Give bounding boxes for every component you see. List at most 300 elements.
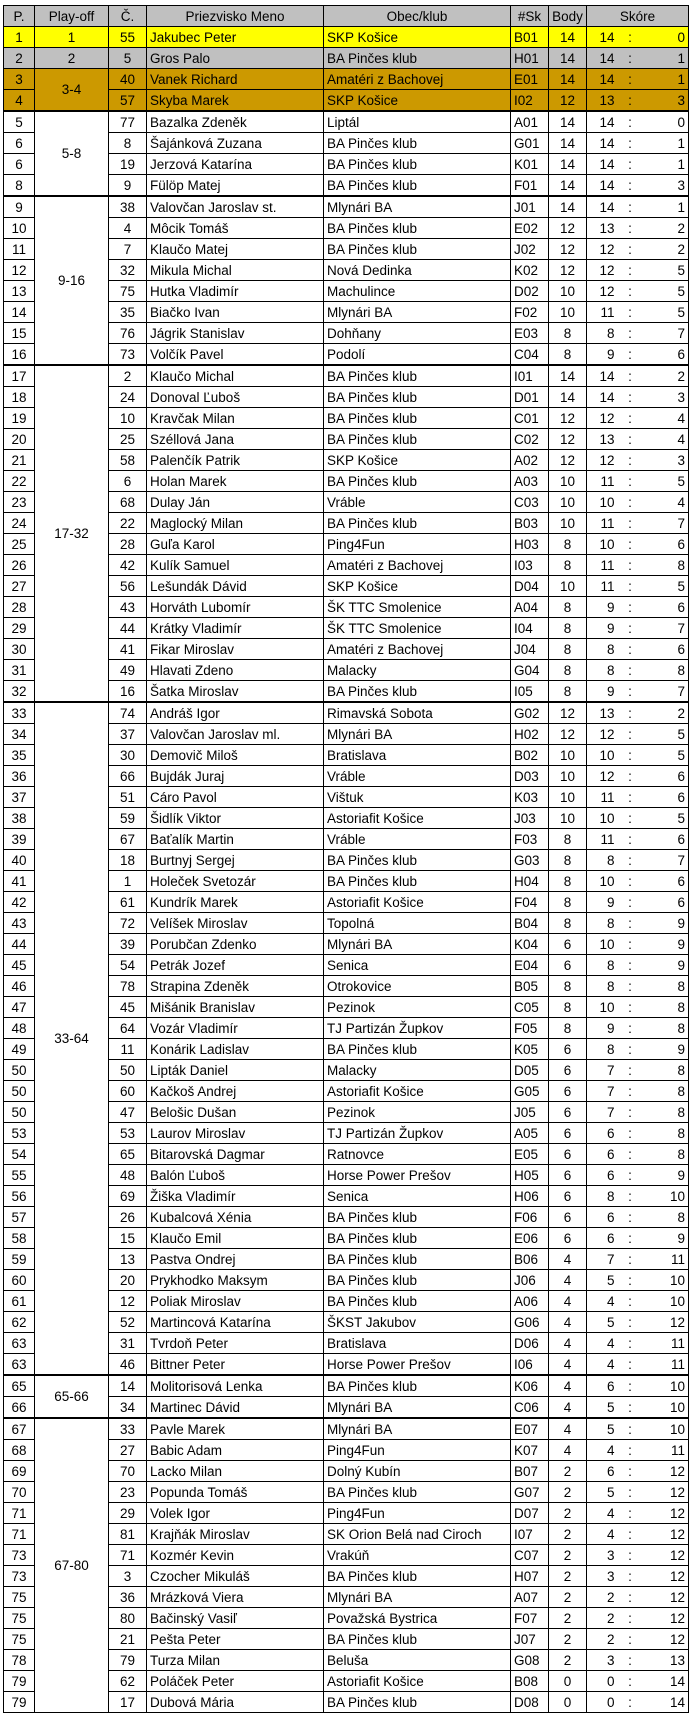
cell-score-right: 7 — [643, 618, 689, 639]
cell-position: 5 — [4, 111, 35, 133]
cell-score-right: 11 — [643, 1440, 689, 1461]
cell-score-right: 6 — [643, 597, 689, 618]
cell-sk: J07 — [511, 1629, 549, 1650]
cell-sk: F07 — [511, 1608, 549, 1629]
cell-score-colon: : — [618, 1375, 643, 1397]
cell-sk: D01 — [511, 387, 549, 408]
cell-position: 67 — [4, 1418, 35, 1440]
cell-club: Beluša — [324, 1650, 511, 1671]
cell-playoff: 3-4 — [35, 69, 109, 112]
cell-score-right: 12 — [643, 1482, 689, 1503]
cell-score-colon: : — [618, 1440, 643, 1461]
cell-body: 6 — [549, 1102, 587, 1123]
cell-score-right: 10 — [643, 1418, 689, 1440]
cell-score-colon: : — [618, 1039, 643, 1060]
cell-score-left: 14 — [587, 196, 618, 218]
cell-number: 8 — [109, 133, 147, 154]
cell-body: 6 — [549, 1060, 587, 1081]
cell-sk: K06 — [511, 1375, 549, 1397]
cell-body: 14 — [549, 69, 587, 90]
cell-score-colon: : — [618, 344, 643, 366]
cell-score-right: 8 — [643, 997, 689, 1018]
cell-body: 0 — [549, 1692, 587, 1713]
cell-position: 75 — [4, 1608, 35, 1629]
cell-score-left: 14 — [587, 387, 618, 408]
cell-position: 71 — [4, 1524, 35, 1545]
cell-score-left: 3 — [587, 1650, 618, 1671]
cell-score-right: 2 — [643, 365, 689, 387]
cell-score-left: 14 — [587, 48, 618, 69]
cell-number: 1 — [109, 871, 147, 892]
cell-body: 6 — [549, 1207, 587, 1228]
cell-score-colon: : — [618, 871, 643, 892]
cell-number: 60 — [109, 1081, 147, 1102]
cell-sk: A03 — [511, 471, 549, 492]
cell-club: Rimavská Sobota — [324, 702, 511, 724]
cell-name: Kubalcová Xénia — [147, 1207, 324, 1228]
cell-score-right: 12 — [643, 1461, 689, 1482]
cell-name: Horváth Lubomír — [147, 597, 324, 618]
cell-score-colon: : — [618, 618, 643, 639]
cell-sk: A04 — [511, 597, 549, 618]
table-row — [4, 1418, 689, 1440]
cell-sk: G07 — [511, 1482, 549, 1503]
cell-club: ŠK TTC Smolenice — [324, 618, 511, 639]
cell-body: 14 — [549, 175, 587, 197]
cell-score-colon: : — [618, 534, 643, 555]
cell-body: 8 — [549, 323, 587, 344]
cell-number: 54 — [109, 955, 147, 976]
cell-sk: E04 — [511, 955, 549, 976]
cell-body: 8 — [549, 344, 587, 366]
header-playoff: Play-off — [35, 6, 109, 27]
cell-score-right: 8 — [643, 660, 689, 681]
cell-body: 10 — [549, 745, 587, 766]
cell-club: Astoriafit Košice — [324, 808, 511, 829]
cell-number: 48 — [109, 1165, 147, 1186]
cell-name: Krátky Vladimír — [147, 618, 324, 639]
cell-body: 0 — [549, 1671, 587, 1692]
cell-number: 5 — [109, 48, 147, 69]
cell-body: 8 — [549, 829, 587, 850]
cell-score-right: 12 — [643, 1524, 689, 1545]
cell-club: BA Pinčes klub — [324, 871, 511, 892]
cell-position: 24 — [4, 513, 35, 534]
cell-score-left: 14 — [587, 365, 618, 387]
cell-name: Hlavati Zdeno — [147, 660, 324, 681]
cell-score-colon: : — [618, 1650, 643, 1671]
cell-sk: F02 — [511, 302, 549, 323]
cell-body: 14 — [549, 365, 587, 387]
cell-club: Otrokovice — [324, 976, 511, 997]
cell-score-left: 8 — [587, 976, 618, 997]
cell-sk: F05 — [511, 1018, 549, 1039]
cell-score-colon: : — [618, 408, 643, 429]
cell-position: 56 — [4, 1186, 35, 1207]
cell-score-left: 7 — [587, 1102, 618, 1123]
cell-club: TJ Partizán Župkov — [324, 1018, 511, 1039]
cell-score-left: 0 — [587, 1671, 618, 1692]
cell-score-right: 12 — [643, 1608, 689, 1629]
cell-body: 14 — [549, 48, 587, 69]
cell-score-left: 5 — [587, 1482, 618, 1503]
cell-club: Mlynári BA — [324, 196, 511, 218]
cell-score-right: 9 — [643, 1165, 689, 1186]
cell-sk: C06 — [511, 1397, 549, 1419]
cell-name: Donoval Ľuboš — [147, 387, 324, 408]
cell-name: Palenčík Patrik — [147, 450, 324, 471]
cell-score-colon: : — [618, 513, 643, 534]
cell-number: 59 — [109, 808, 147, 829]
cell-position: 13 — [4, 281, 35, 302]
cell-score-colon: : — [618, 1461, 643, 1482]
cell-position: 50 — [4, 1060, 35, 1081]
cell-club: SKP Košice — [324, 450, 511, 471]
cell-score-colon: : — [618, 27, 643, 48]
cell-position: 16 — [4, 344, 35, 366]
cell-body: 6 — [549, 1144, 587, 1165]
header-body: Body — [549, 6, 587, 27]
cell-score-left: 8 — [587, 639, 618, 660]
cell-sk: G06 — [511, 1312, 549, 1333]
cell-score-left: 4 — [587, 1354, 618, 1376]
cell-number: 69 — [109, 1186, 147, 1207]
cell-score-right: 7 — [643, 513, 689, 534]
cell-score-right: 1 — [643, 133, 689, 154]
cell-name: Mrázková Viera — [147, 1587, 324, 1608]
cell-number: 23 — [109, 1482, 147, 1503]
cell-score-colon: : — [618, 239, 643, 260]
cell-name: Martincová Katarína — [147, 1312, 324, 1333]
cell-score-right: 5 — [643, 260, 689, 281]
cell-score-right: 12 — [643, 1566, 689, 1587]
cell-score-right: 10 — [643, 1270, 689, 1291]
cell-name: Poliak Miroslav — [147, 1291, 324, 1312]
cell-score-colon: : — [618, 1312, 643, 1333]
cell-score-left: 12 — [587, 766, 618, 787]
cell-position: 32 — [4, 681, 35, 703]
cell-score-colon: : — [618, 702, 643, 724]
cell-number: 19 — [109, 154, 147, 175]
cell-number: 30 — [109, 745, 147, 766]
cell-score-left: 10 — [587, 534, 618, 555]
cell-score-colon: : — [618, 48, 643, 69]
cell-position: 20 — [4, 429, 35, 450]
cell-score-right: 1 — [643, 154, 689, 175]
cell-score-right: 10 — [643, 1291, 689, 1312]
cell-body: 4 — [549, 1397, 587, 1419]
cell-score-left: 14 — [587, 69, 618, 90]
cell-score-colon: : — [618, 724, 643, 745]
cell-number: 56 — [109, 576, 147, 597]
cell-club: Amatéri z Bachovej — [324, 555, 511, 576]
cell-score-colon: : — [618, 892, 643, 913]
cell-score-colon: : — [618, 218, 643, 239]
cell-sk: K04 — [511, 934, 549, 955]
cell-club: Považská Bystrica — [324, 1608, 511, 1629]
cell-club: BA Pinčes klub — [324, 365, 511, 387]
cell-sk: D06 — [511, 1333, 549, 1354]
cell-body: 2 — [549, 1650, 587, 1671]
cell-sk: G04 — [511, 660, 549, 681]
cell-name: Kačkoš Andrej — [147, 1081, 324, 1102]
cell-number: 24 — [109, 387, 147, 408]
cell-name: Kulík Samuel — [147, 555, 324, 576]
cell-name: Šatka Miroslav — [147, 681, 324, 703]
cell-score-left: 4 — [587, 1333, 618, 1354]
header-p: P. — [4, 6, 35, 27]
cell-sk: A07 — [511, 1587, 549, 1608]
cell-name: Bitarovská Dagmar — [147, 1144, 324, 1165]
cell-score-colon: : — [618, 1524, 643, 1545]
cell-position: 10 — [4, 218, 35, 239]
cell-body: 14 — [549, 196, 587, 218]
cell-position: 78 — [4, 1650, 35, 1671]
cell-score-left: 10 — [587, 745, 618, 766]
cell-number: 78 — [109, 976, 147, 997]
cell-position: 73 — [4, 1566, 35, 1587]
cell-body: 8 — [549, 997, 587, 1018]
cell-sk: F03 — [511, 829, 549, 850]
cell-score-colon: : — [618, 576, 643, 597]
cell-number: 32 — [109, 260, 147, 281]
cell-club: BA Pinčes klub — [324, 429, 511, 450]
cell-score-left: 9 — [587, 681, 618, 703]
cell-position: 69 — [4, 1461, 35, 1482]
cell-score-colon: : — [618, 1207, 643, 1228]
cell-position: 39 — [4, 829, 35, 850]
cell-club: Dolný Kubín — [324, 1461, 511, 1482]
cell-body: 6 — [549, 1123, 587, 1144]
cell-club: BA Pinčes klub — [324, 471, 511, 492]
cell-position: 33 — [4, 702, 35, 724]
cell-name: Demovič Miloš — [147, 745, 324, 766]
cell-name: Žiška Vladimír — [147, 1186, 324, 1207]
cell-name: Valovčan Jaroslav ml. — [147, 724, 324, 745]
cell-body: 2 — [549, 1503, 587, 1524]
cell-score-colon: : — [618, 1692, 643, 1713]
cell-number: 40 — [109, 69, 147, 90]
cell-body: 8 — [549, 618, 587, 639]
cell-score-colon: : — [618, 829, 643, 850]
cell-name: Kozmér Kevin — [147, 1545, 324, 1566]
cell-position: 15 — [4, 323, 35, 344]
header-row — [4, 6, 689, 27]
cell-sk: C04 — [511, 344, 549, 366]
cell-score-left: 8 — [587, 660, 618, 681]
cell-body: 8 — [549, 681, 587, 703]
cell-position: 44 — [4, 934, 35, 955]
cell-score-colon: : — [618, 745, 643, 766]
cell-body: 4 — [549, 1333, 587, 1354]
cell-number: 65 — [109, 1144, 147, 1165]
cell-position: 9 — [4, 196, 35, 218]
cell-number: 37 — [109, 724, 147, 745]
cell-number: 53 — [109, 1123, 147, 1144]
cell-score-right: 12 — [643, 1629, 689, 1650]
cell-score-right: 6 — [643, 639, 689, 660]
table-row — [4, 365, 689, 387]
cell-score-right: 8 — [643, 1207, 689, 1228]
cell-score-colon: : — [618, 787, 643, 808]
cell-position: 71 — [4, 1503, 35, 1524]
cell-name: Gros Palo — [147, 48, 324, 69]
cell-score-left: 4 — [587, 1503, 618, 1524]
cell-sk: E03 — [511, 323, 549, 344]
cell-position: 53 — [4, 1123, 35, 1144]
cell-position: 55 — [4, 1165, 35, 1186]
cell-score-right: 8 — [643, 555, 689, 576]
cell-score-right: 6 — [643, 766, 689, 787]
cell-score-left: 11 — [587, 471, 618, 492]
cell-score-left: 4 — [587, 1440, 618, 1461]
cell-name: Pavle Marek — [147, 1418, 324, 1440]
cell-position: 63 — [4, 1333, 35, 1354]
cell-score-right: 8 — [643, 976, 689, 997]
cell-score-left: 12 — [587, 408, 618, 429]
cell-number: 9 — [109, 175, 147, 197]
cell-position: 11 — [4, 239, 35, 260]
cell-name: Turza Milan — [147, 1650, 324, 1671]
cell-body: 8 — [549, 850, 587, 871]
cell-club: Horse Power Prešov — [324, 1354, 511, 1376]
cell-position: 63 — [4, 1354, 35, 1376]
cell-score-colon: : — [618, 1397, 643, 1419]
cell-name: Molitorisová Lenka — [147, 1375, 324, 1397]
cell-club: Malacky — [324, 1060, 511, 1081]
cell-score-colon: : — [618, 1291, 643, 1312]
cell-club: Topolná — [324, 913, 511, 934]
cell-body: 6 — [549, 1186, 587, 1207]
cell-club: Mlynári BA — [324, 1418, 511, 1440]
cell-club: Vráble — [324, 492, 511, 513]
cell-score-right: 11 — [643, 1333, 689, 1354]
cell-number: 22 — [109, 513, 147, 534]
cell-body: 12 — [549, 218, 587, 239]
cell-score-right: 6 — [643, 787, 689, 808]
cell-score-left: 7 — [587, 1249, 618, 1270]
cell-body: 6 — [549, 934, 587, 955]
cell-sk: K03 — [511, 787, 549, 808]
cell-sk: B03 — [511, 513, 549, 534]
cell-position: 38 — [4, 808, 35, 829]
cell-score-left: 11 — [587, 302, 618, 323]
cell-number: 3 — [109, 1566, 147, 1587]
cell-position: 73 — [4, 1545, 35, 1566]
cell-score-colon: : — [618, 1503, 643, 1524]
cell-position: 12 — [4, 260, 35, 281]
cell-body: 4 — [549, 1440, 587, 1461]
cell-name: Velíšek Miroslav — [147, 913, 324, 934]
cell-sk: F01 — [511, 175, 549, 197]
cell-sk: H02 — [511, 724, 549, 745]
cell-position: 3 — [4, 69, 35, 90]
cell-body: 12 — [549, 702, 587, 724]
cell-club: BA Pinčes klub — [324, 387, 511, 408]
cell-position: 47 — [4, 997, 35, 1018]
cell-score-left: 4 — [587, 1291, 618, 1312]
cell-score-right: 9 — [643, 934, 689, 955]
cell-body: 2 — [549, 1566, 587, 1587]
cell-club: Ratnovce — [324, 1144, 511, 1165]
cell-position: 46 — [4, 976, 35, 997]
cell-score-left: 8 — [587, 1186, 618, 1207]
cell-score-left: 7 — [587, 1081, 618, 1102]
cell-playoff: 33-64 — [35, 702, 109, 1375]
cell-number: 26 — [109, 1207, 147, 1228]
cell-sk: I05 — [511, 681, 549, 703]
cell-name: Biačko Ivan — [147, 302, 324, 323]
cell-sk: K05 — [511, 1039, 549, 1060]
cell-position: 42 — [4, 892, 35, 913]
cell-score-right: 13 — [643, 1650, 689, 1671]
cell-body: 10 — [549, 808, 587, 829]
cell-body: 12 — [549, 408, 587, 429]
cell-sk: C05 — [511, 997, 549, 1018]
cell-name: Lacko Milan — [147, 1461, 324, 1482]
cell-position: 66 — [4, 1397, 35, 1419]
cell-score-left: 8 — [587, 850, 618, 871]
cell-body: 8 — [549, 892, 587, 913]
cell-position: 14 — [4, 302, 35, 323]
cell-score-right: 6 — [643, 534, 689, 555]
cell-position: 68 — [4, 1440, 35, 1461]
table-row — [4, 702, 689, 724]
cell-sk: C01 — [511, 408, 549, 429]
cell-sk: E05 — [511, 1144, 549, 1165]
cell-number: 15 — [109, 1228, 147, 1249]
cell-score-right: 7 — [643, 681, 689, 703]
cell-body: 8 — [549, 555, 587, 576]
cell-body: 14 — [549, 27, 587, 48]
cell-score-right: 9 — [643, 913, 689, 934]
cell-score-left: 2 — [587, 1629, 618, 1650]
cell-body: 12 — [549, 260, 587, 281]
cell-score-colon: : — [618, 111, 643, 133]
cell-body: 8 — [549, 660, 587, 681]
cell-score-colon: : — [618, 90, 643, 112]
cell-club: BA Pinčes klub — [324, 133, 511, 154]
cell-position: 54 — [4, 1144, 35, 1165]
cell-score-right: 3 — [643, 90, 689, 112]
cell-position: 60 — [4, 1270, 35, 1291]
cell-score-colon: : — [618, 302, 643, 323]
cell-score-left: 12 — [587, 260, 618, 281]
cell-sk: B05 — [511, 976, 549, 997]
cell-score-left: 11 — [587, 513, 618, 534]
cell-body: 4 — [549, 1375, 587, 1397]
table-row — [4, 196, 689, 218]
cell-sk: G05 — [511, 1081, 549, 1102]
cell-sk: K01 — [511, 154, 549, 175]
cell-sk: H03 — [511, 534, 549, 555]
cell-name: Széllová Jana — [147, 429, 324, 450]
cell-sk: J01 — [511, 196, 549, 218]
cell-sk: D05 — [511, 1060, 549, 1081]
cell-number: 51 — [109, 787, 147, 808]
cell-body: 6 — [549, 1039, 587, 1060]
cell-club: SKP Košice — [324, 90, 511, 112]
cell-sk: E07 — [511, 1418, 549, 1440]
cell-sk: A05 — [511, 1123, 549, 1144]
cell-position: 75 — [4, 1629, 35, 1650]
cell-sk: B06 — [511, 1249, 549, 1270]
cell-sk: D03 — [511, 766, 549, 787]
cell-score-right: 4 — [643, 492, 689, 513]
cell-score-right: 9 — [643, 1039, 689, 1060]
cell-score-right: 14 — [643, 1671, 689, 1692]
cell-position: 8 — [4, 175, 35, 197]
